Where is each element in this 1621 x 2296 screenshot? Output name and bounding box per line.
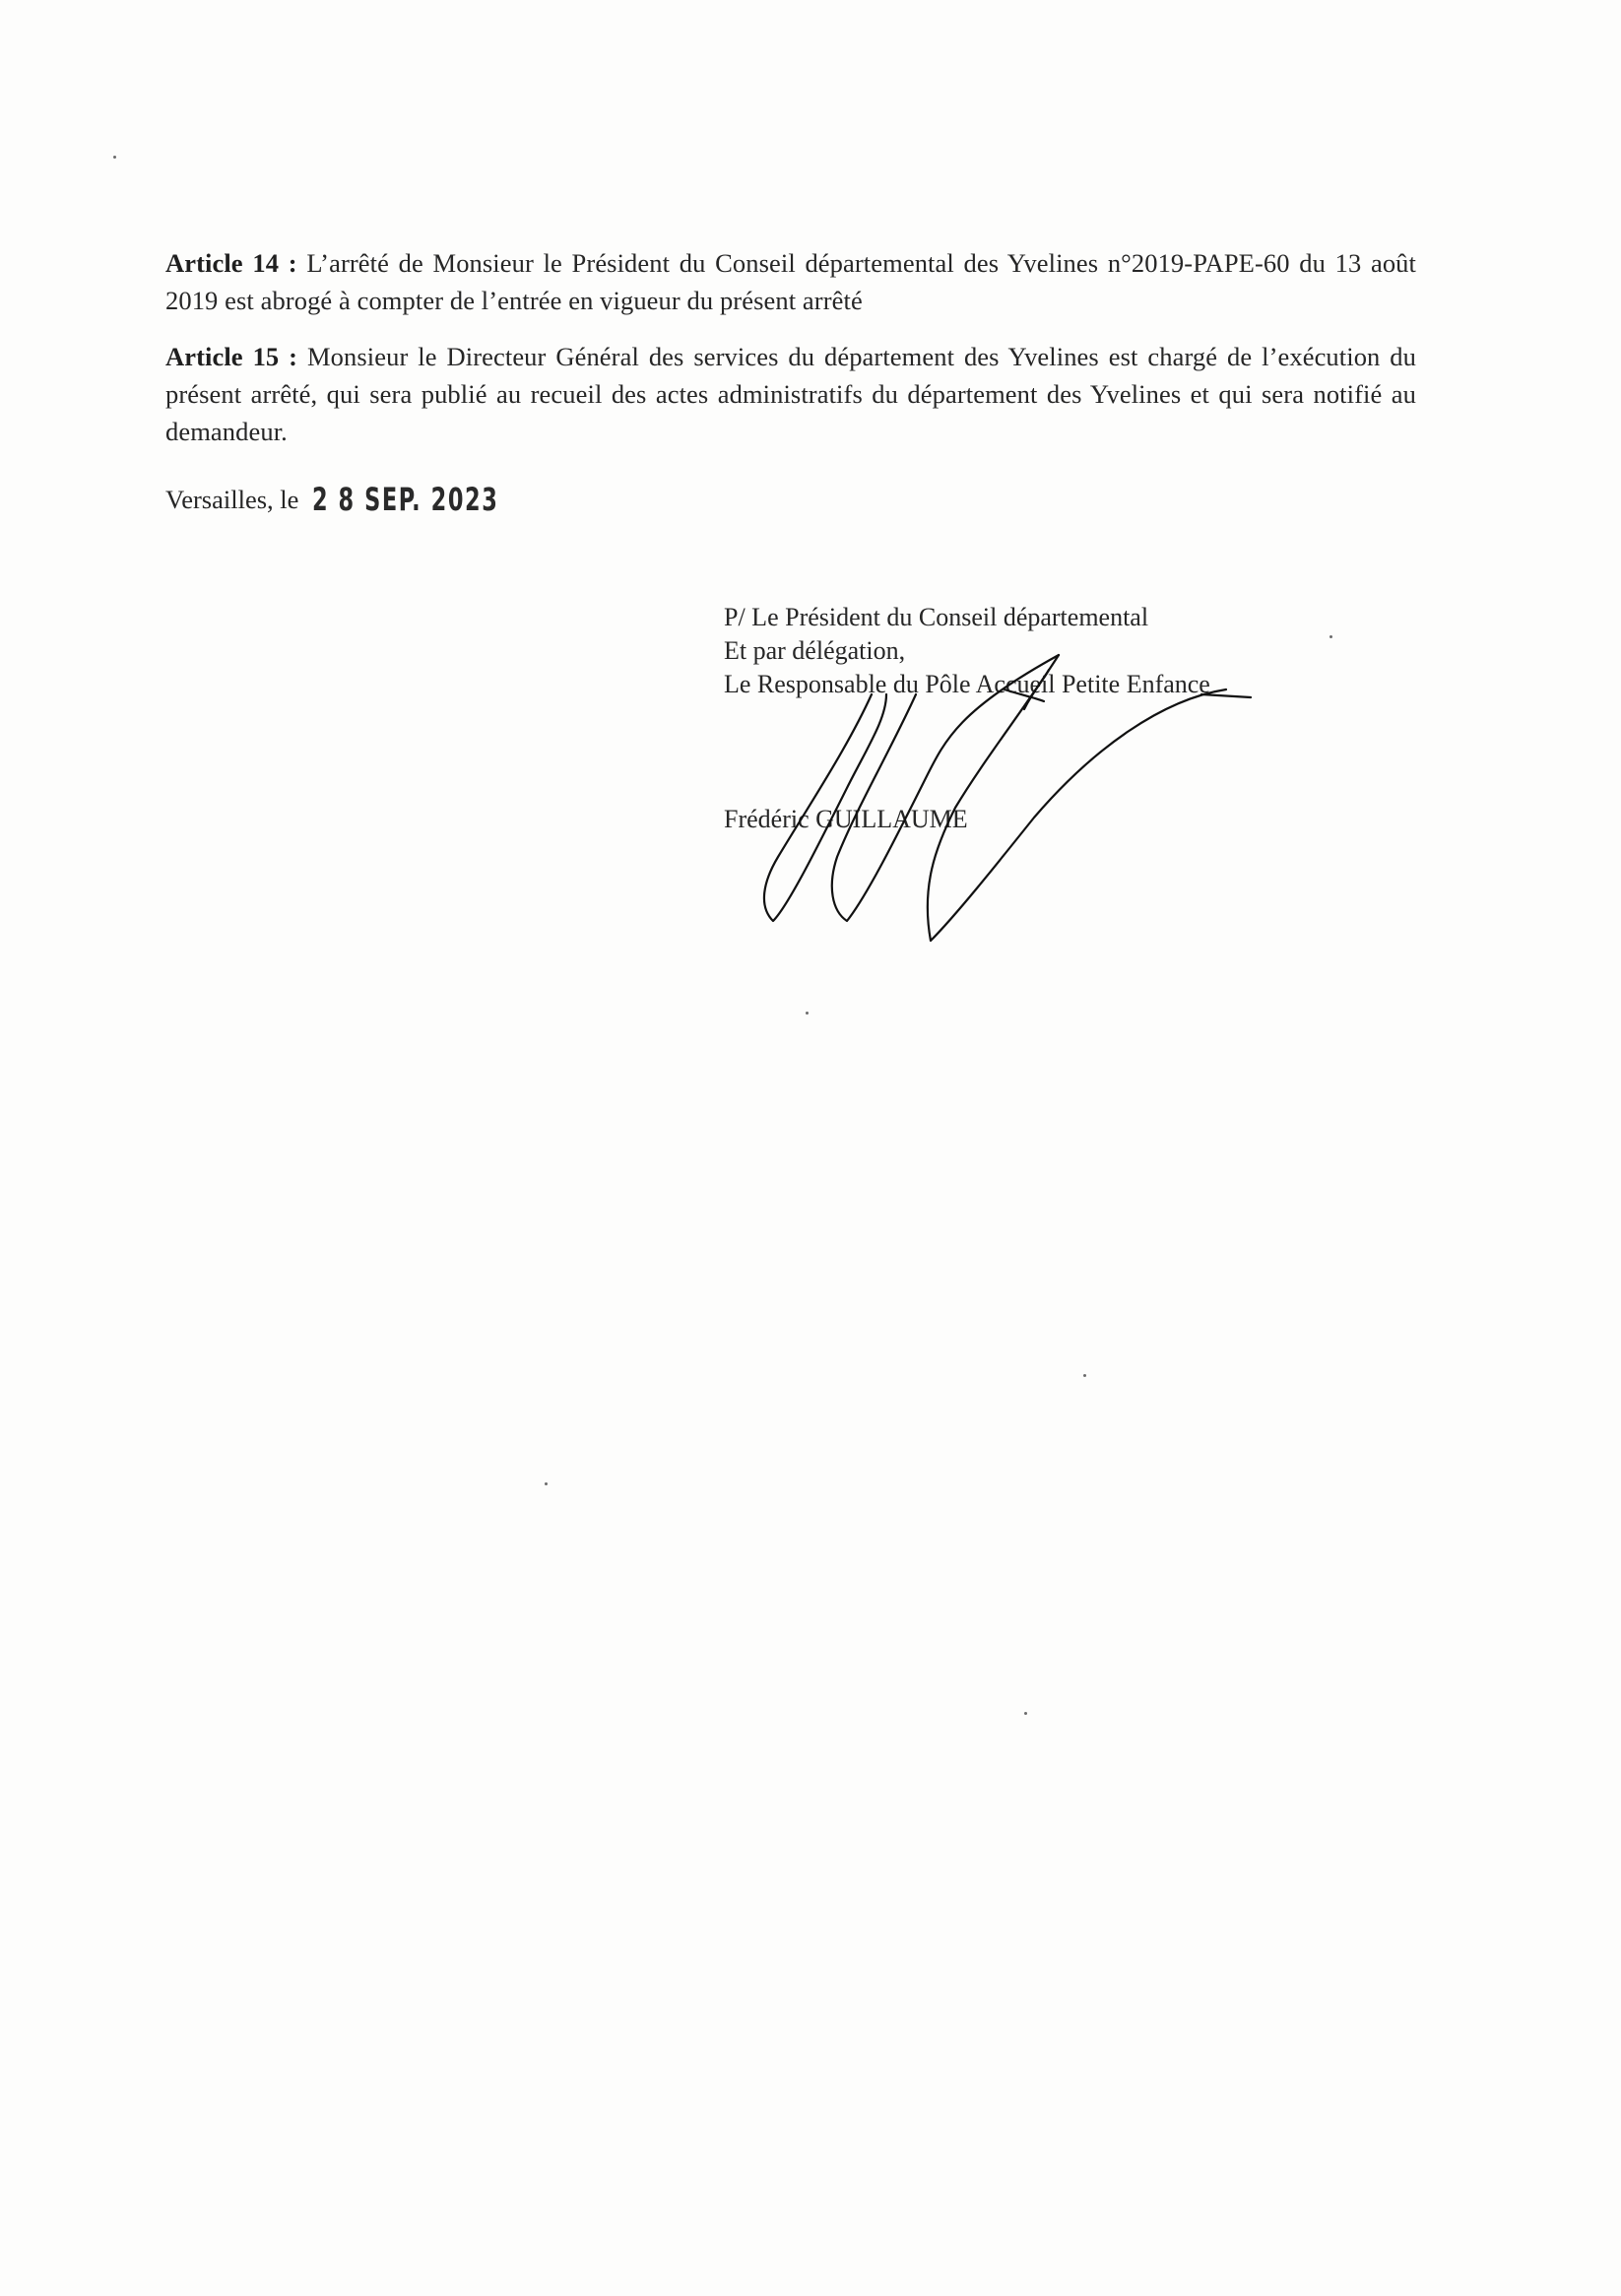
scan-speck bbox=[1083, 1374, 1086, 1377]
signature-line-president: P/ Le Président du Conseil départemental bbox=[724, 603, 1149, 631]
article-14-text: L’arrêté de Monsieur le Président du Conseil départemental des Yvelines n°2019-PAPE-60 du 13 août 2019 est abrogé à compter de l’entrée en vigueur du présent arrêté bbox=[165, 248, 1416, 315]
signature-block bbox=[724, 601, 1210, 701]
scan-speck bbox=[113, 156, 116, 159]
article-14-label: Article 14 : bbox=[165, 248, 297, 278]
signatory-name: Frédéric GUILLAUME bbox=[724, 805, 968, 833]
date-line bbox=[165, 481, 551, 518]
scan-speck bbox=[1024, 1712, 1027, 1715]
date-stamp: 2 8 SEP. 2023 bbox=[312, 481, 499, 518]
signature-line-responsible: Le Responsable du Pôle Accueil Petite Enfance bbox=[724, 670, 1210, 698]
article-15-text: Monsieur le Directeur Général des services du département des Yvelines est chargé de l’exécution du présent arrêté, qui sera publié au recueil des actes administratifs du département des Yvelines et qui sera notifié au demandeur. bbox=[165, 342, 1417, 446]
scan-speck bbox=[1329, 635, 1332, 638]
date-place: Versailles, le bbox=[165, 485, 299, 514]
scan-speck bbox=[545, 1482, 548, 1485]
signature-line-delegation: Et par délégation, bbox=[724, 636, 906, 665]
article-15 bbox=[165, 338, 1416, 450]
article-14 bbox=[165, 244, 1416, 319]
scan-speck bbox=[806, 1012, 809, 1015]
article-15-label: Article 15 : bbox=[165, 342, 298, 371]
